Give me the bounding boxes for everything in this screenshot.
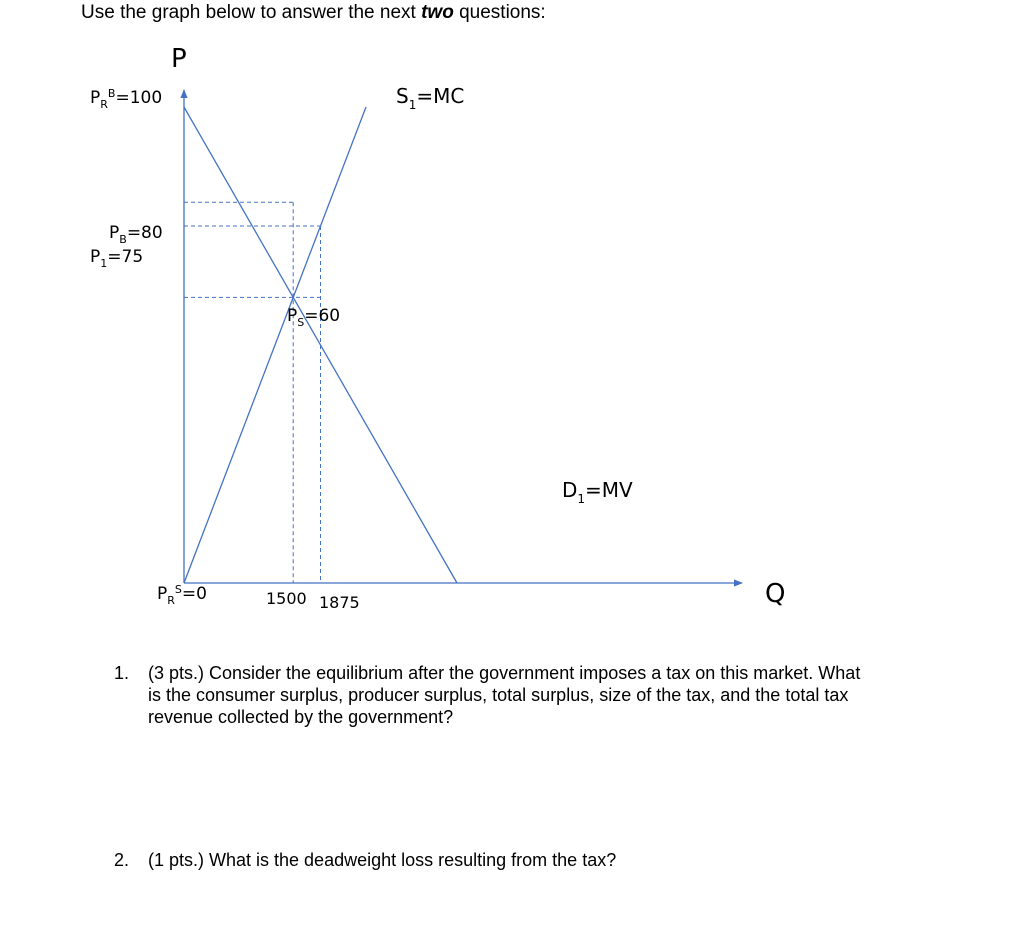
supply-curve-label: $S_1=MC$ xyxy=(396,84,465,112)
price-seller-label: $P_S=60$ xyxy=(287,306,341,329)
quantity-tax-tick-label: 1500 xyxy=(266,589,307,608)
supply-curve xyxy=(184,107,366,583)
price-top-label: $P_R^B=100$ xyxy=(90,87,163,111)
question-1-text: (3 pts.) Consider the equilibrium after the government imposes a tax on this market. What is the consumer surplus, producer surplus, total surplus, size of the tax, and the total tax revenue collected by the government? xyxy=(148,663,861,727)
demand-curve-label: $D_1=MV$ xyxy=(562,478,633,506)
price-equilibrium-label: $P_1=75$ xyxy=(90,247,144,270)
x-axis-title: Q xyxy=(765,579,786,609)
reference-lines xyxy=(184,202,321,583)
y-axis-title: P xyxy=(171,44,187,74)
quantity-equilibrium-tick-label: 1875 xyxy=(319,593,360,612)
price-buyer-label: $P_B=80$ xyxy=(109,223,163,246)
question-2-number: 2. xyxy=(114,850,130,870)
intro-emphasis: two xyxy=(421,2,454,23)
intro-suffix: questions: xyxy=(453,2,546,23)
chart-series xyxy=(184,107,457,583)
question-2-text: (1 pts.) What is the deadweight loss resulting from the tax? xyxy=(148,850,617,870)
intro-prefix: Use the graph below to answer the next xyxy=(81,2,422,23)
price-origin-label: $P_R^S=0$ xyxy=(157,583,207,607)
demand-curve xyxy=(184,107,457,583)
question-1-number: 1. xyxy=(114,663,130,683)
